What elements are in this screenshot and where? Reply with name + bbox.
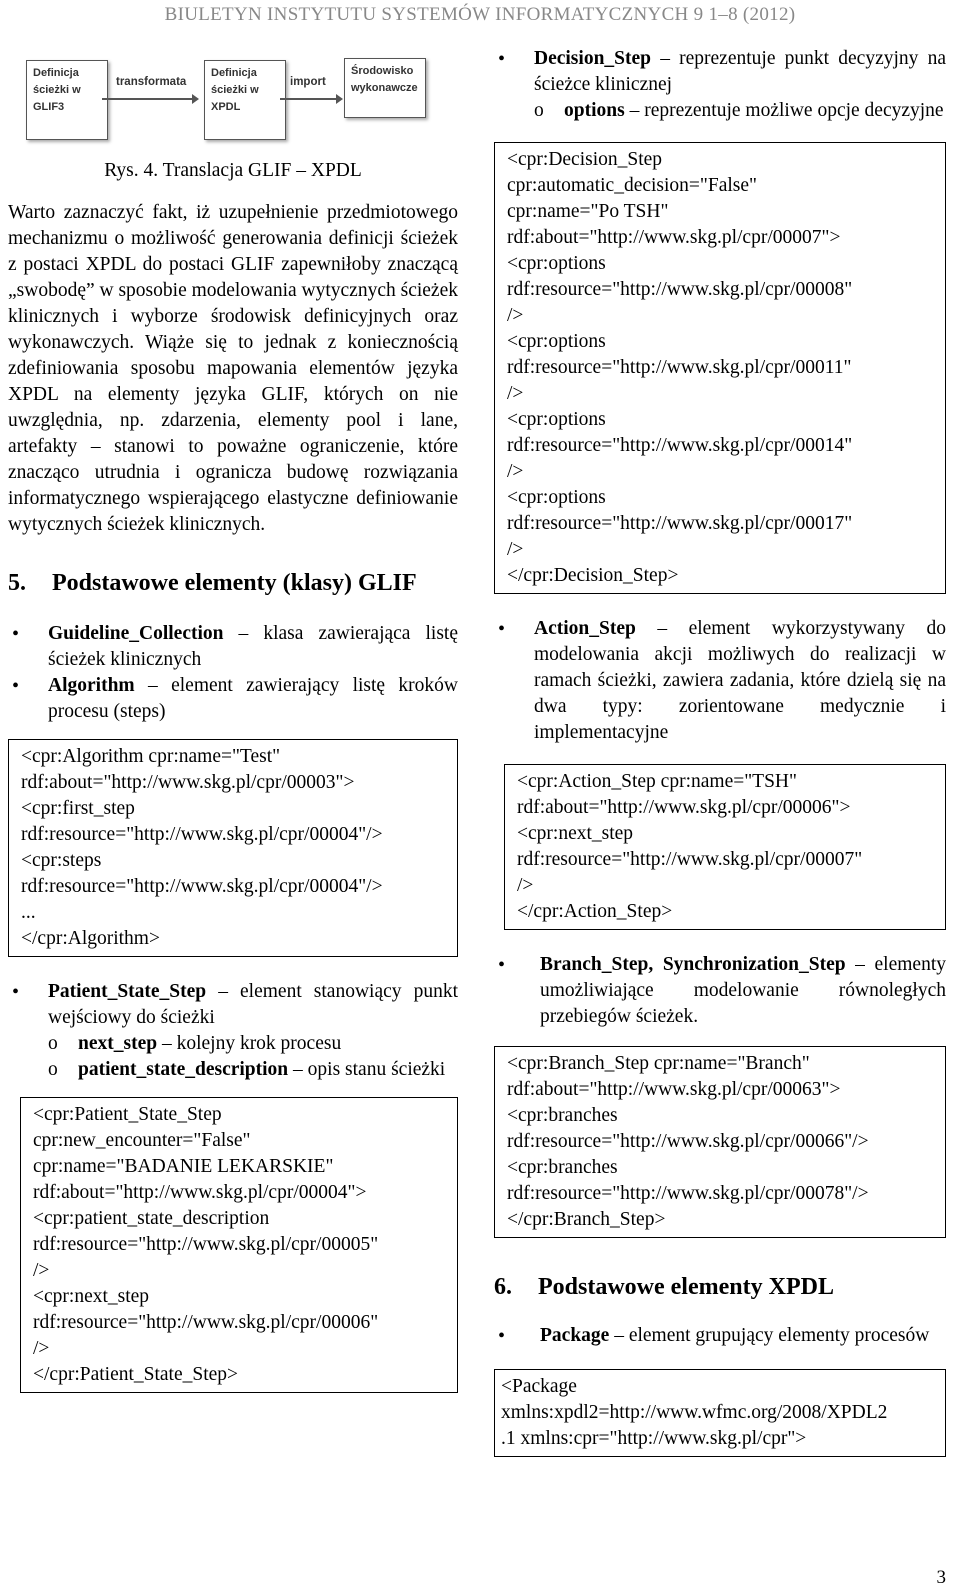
code-line: <cpr:Branch_Step cpr:name="Branch"	[507, 1053, 810, 1074]
section-number: 5.	[8, 570, 26, 596]
term: Decision_Step	[534, 48, 651, 69]
right-column	[494, 46, 946, 1479]
bullet-list	[8, 621, 458, 725]
code-line: rdf:about="http://www.skg.pl/cpr/00007">	[507, 227, 841, 248]
code-line: rdf:about="http://www.skg.pl/cpr/00063">	[507, 1079, 841, 1100]
code-line: rdf:resource="http://www.skg.pl/cpr/00066"/>	[507, 1131, 869, 1152]
arrow-right-icon	[278, 92, 344, 106]
term: Guideline_Collection	[48, 623, 224, 644]
code-line: <cpr:patient_state_description	[33, 1208, 270, 1229]
arrow-label-import: import	[290, 76, 326, 88]
figure-translation-diagram	[8, 42, 458, 154]
code-line: cpr:automatic_decision="False"	[507, 175, 758, 196]
code-line: rdf:resource="http://www.skg.pl/cpr/00007"	[517, 849, 863, 870]
code-line: </cpr:Algorithm>	[21, 928, 160, 949]
section-title: Podstawowe elementy (klasy) GLIF	[52, 570, 417, 596]
code-line: <cpr:branches	[507, 1157, 618, 1178]
code-line: rdf:resource="http://www.skg.pl/cpr/00005"	[33, 1234, 379, 1255]
term: Branch_Step, Synchronization_Step	[540, 954, 846, 975]
definition: – elementy umożliwiające modelowanie równoległych przebiegów ścieżek.	[540, 954, 946, 1027]
sub-item	[534, 98, 946, 124]
term: patient_state_description	[78, 1059, 289, 1080]
code-line: <cpr:next_step	[517, 823, 634, 844]
code-line: rdf:resource="http://www.skg.pl/cpr/00004"/>	[21, 876, 383, 897]
section-title: Podstawowe elementy XPDL	[538, 1274, 834, 1300]
list-item	[494, 1323, 946, 1349]
code-line: rdf:resource="http://www.skg.pl/cpr/00078"/>	[507, 1183, 869, 1204]
list-item	[494, 616, 946, 746]
section-heading-6	[494, 1272, 946, 1303]
code-line: <cpr:next_step	[33, 1286, 150, 1307]
code-line: <cpr:options	[507, 331, 606, 352]
section-heading-5	[8, 568, 458, 599]
bullet-list	[494, 616, 946, 746]
code-line: cpr:name="BADANIE LEKARSKIE"	[33, 1156, 334, 1177]
code-line: <cpr:Patient_State_Step	[33, 1104, 222, 1125]
list-item	[494, 952, 946, 1030]
code-line: </cpr:Branch_Step>	[507, 1209, 666, 1230]
sub-marker: o	[48, 1033, 58, 1054]
body-paragraph: Warto zaznaczyć fakt, iż uzupełnienie przedmiotowego mechanizmu o możliwość generowania definicji ścieżek z postaci XPDL do postaci GLIF zapewniłoby znaczącą „swobodę” w sposobie modelowania wytycznych ścieżek klinicznych i wyborze środowisk definicyjnych oraz wykonawczych. Wiąże się to jednak z koniecznością zdefiniowania sposobu mapowania elementów języka XPDL na elementy języka GLIF, których on nie uwzględnia, np. zdarzenia, elementy pool i lane, artefakty – stanowi to poważne ograniczenie, które znacząco utrudnia i ogranicza budowę rozwiązania informatycznego wspierającego elastyczne definiowanie wytycznych ścieżek klinicznych.	[8, 202, 458, 535]
code-line: rdf:resource="http://www.skg.pl/cpr/00017"	[507, 513, 853, 534]
code-line: .1 xmlns:cpr="http://www.skg.pl/cpr">	[501, 1428, 807, 1449]
bullet-list	[494, 46, 946, 124]
list-item	[8, 979, 458, 1083]
code-line: <Package	[501, 1376, 577, 1397]
sub-marker: o	[534, 100, 544, 121]
code-block-branch	[494, 1046, 946, 1238]
code-block-package	[494, 1369, 946, 1457]
code-line: />	[33, 1260, 50, 1281]
definition: – klasa zawierająca listę ścieżek klinicznych	[48, 623, 458, 670]
term: options	[564, 100, 625, 121]
code-line: rdf:resource="http://www.skg.pl/cpr/00008"	[507, 279, 853, 300]
arrow-right-icon	[100, 92, 200, 106]
definition: – element grupujący elementy procesów	[609, 1325, 930, 1346]
code-line: <cpr:options	[507, 409, 606, 430]
code-block-algorithm	[8, 739, 458, 957]
code-line: </cpr:Patient_State_Step>	[33, 1364, 239, 1385]
figure-caption: Rys. 4. Translacja GLIF – XPDL	[104, 160, 362, 181]
bullet-list	[8, 979, 458, 1083]
code-line: <cpr:first_step	[21, 798, 135, 819]
code-line: <cpr:steps	[21, 850, 102, 871]
code-line: rdf:resource="http://www.skg.pl/cpr/00006"	[33, 1312, 379, 1333]
left-column	[8, 42, 458, 1415]
term: Package	[540, 1325, 610, 1346]
definition: – reprezentuje możliwe opcje decyzyjne	[624, 100, 944, 121]
code-line: </cpr:Action_Step>	[517, 901, 673, 922]
code-line: <cpr:branches	[507, 1105, 618, 1126]
code-line: />	[507, 539, 524, 560]
term: Algorithm	[48, 675, 135, 696]
code-line: rdf:resource="http://www.skg.pl/cpr/00014"	[507, 435, 853, 456]
list-item	[8, 673, 458, 725]
code-block-decision	[494, 142, 946, 594]
definition: – element stanowiący punkt wejściowy do ścieżki	[48, 981, 458, 1028]
sub-item	[48, 1057, 458, 1083]
box-glif3: Definicja ścieżki w GLIF3	[26, 60, 108, 140]
bullet-list	[494, 1323, 946, 1349]
code-line: ...	[21, 902, 36, 923]
code-line: rdf:resource="http://www.skg.pl/cpr/00011"	[507, 357, 852, 378]
term: next_step	[78, 1033, 158, 1054]
code-line: cpr:new_encounter="False"	[33, 1130, 251, 1151]
code-line: xmlns:xpdl2=http://www.wfmc.org/2008/XPDL2	[501, 1402, 888, 1423]
code-line: rdf:resource="http://www.skg.pl/cpr/00004"/>	[21, 824, 383, 845]
sub-item	[48, 1031, 458, 1057]
code-line: cpr:name="Po TSH"	[507, 201, 669, 222]
definition: – reprezentuje punkt decyzyjny na ścieżce klinicznej	[534, 48, 946, 95]
code-line: <cpr:options	[507, 487, 606, 508]
code-line: rdf:about="http://www.skg.pl/cpr/00006">	[517, 797, 851, 818]
definition: – kolejny krok procesu	[157, 1033, 342, 1054]
code-line: />	[507, 461, 524, 482]
code-line: <cpr:Action_Step cpr:name="TSH"	[517, 771, 797, 792]
code-line: </cpr:Decision_Step>	[507, 565, 679, 586]
code-block-patient-state	[20, 1097, 458, 1393]
code-line: <cpr:options	[507, 253, 606, 274]
code-line: />	[507, 305, 524, 326]
list-item	[8, 621, 458, 673]
term: Patient_State_Step	[48, 981, 207, 1002]
page-number: 3	[936, 1567, 946, 1588]
code-line: rdf:about="http://www.skg.pl/cpr/00004">	[33, 1182, 367, 1203]
code-line: />	[507, 383, 524, 404]
definition: – element zawierający listę kroków procesu (steps)	[48, 675, 458, 722]
arrow-label-transformata: transformata	[116, 76, 187, 88]
code-block-action	[504, 764, 946, 930]
definition: – element wykorzystywany do modelowania akcji możliwych do realizacji w ramach ścieżki, zawiera zadania, które dzielą się na dwa typy: zorientowane medycznie i implementacyjne	[534, 618, 946, 743]
code-line: />	[33, 1338, 50, 1359]
code-line: rdf:about="http://www.skg.pl/cpr/00003">	[21, 772, 355, 793]
definition: – opis stanu ścieżki	[288, 1059, 446, 1080]
list-item	[494, 46, 946, 124]
bullet-list	[494, 952, 946, 1030]
code-line: <cpr:Decision_Step	[507, 149, 663, 170]
box-runtime: Środowisko wykonawcze	[344, 58, 426, 118]
code-line: />	[517, 875, 534, 896]
code-line: <cpr:Algorithm cpr:name="Test"	[21, 746, 281, 767]
box-xpdl: Definicja ścieżki w XPDL	[204, 60, 286, 140]
sub-marker: o	[48, 1059, 58, 1080]
running-header: BIULETYN INSTYTUTU SYSTEMÓW INFORMATYCZNYCH 9 1–8 (2012)	[164, 4, 796, 25]
term: Action_Step	[534, 618, 636, 639]
section-number: 6.	[494, 1274, 512, 1300]
